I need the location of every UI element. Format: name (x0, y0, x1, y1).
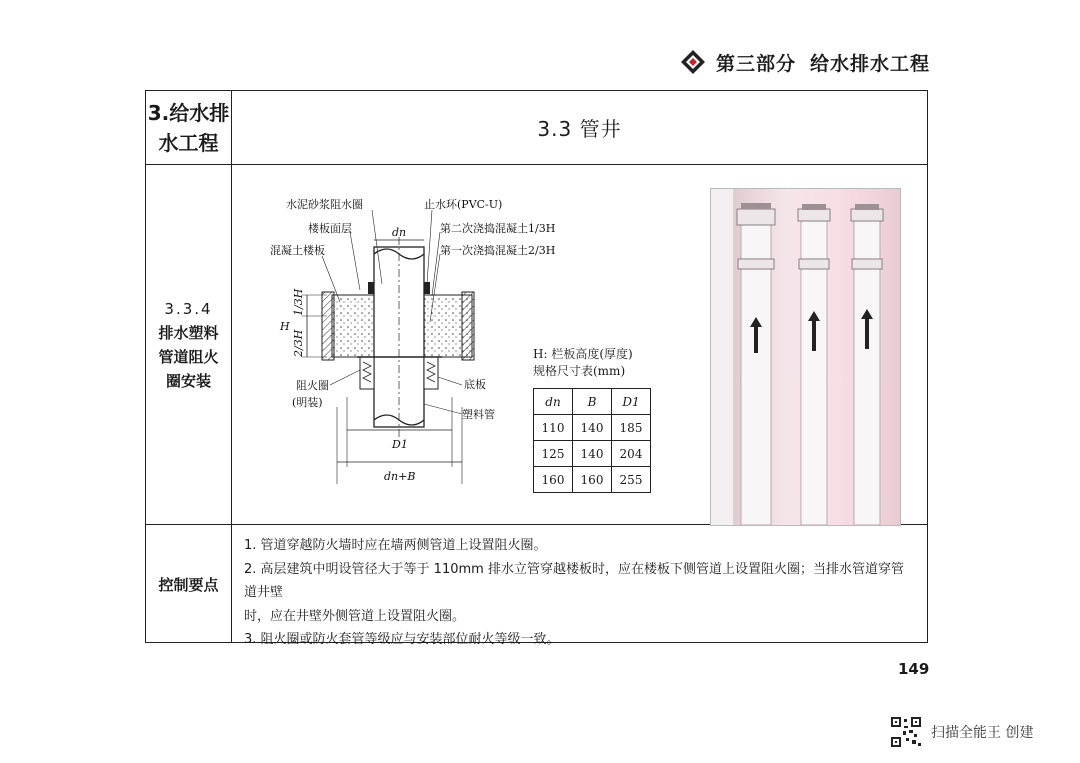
column-divider (231, 91, 232, 642)
control-point-2a: 2. 高层建筑中明设管径大于等于 110mm 排水立管穿越楼板时，应在楼板下侧管道上设置阻火圈；当排水管道穿管道井壁 (244, 561, 904, 600)
table-cell: 185 (612, 415, 651, 441)
header-text (716, 49, 930, 76)
category-line-2: 水工程 (158, 130, 219, 155)
table-cell: 255 (612, 467, 651, 493)
label-mortar-ring: 水泥砂浆阻水圈 (286, 198, 363, 211)
table-row (534, 415, 651, 441)
item-line-2: 管道阻火 (158, 347, 219, 366)
spec-header-b: B (573, 389, 612, 415)
spec-caption-2: 规格尺寸表(mm) (533, 364, 626, 378)
control-points-label: 控制要点 (158, 575, 219, 594)
table-row (534, 441, 651, 467)
label-d1: D1 (392, 438, 408, 451)
control-points-text (244, 534, 914, 652)
label-two-third-h: 2/3H (292, 329, 305, 357)
qr-code-icon (890, 716, 922, 748)
spec-header-row (534, 389, 651, 415)
table-row (534, 467, 651, 493)
label-water-stop: 止水环(PVC-U) (424, 198, 503, 211)
label-plastic-pipe: 塑料管 (462, 408, 495, 421)
category-line-1: 3.给水排 (147, 100, 230, 125)
spec-table (533, 388, 651, 493)
control-point-3: 3. 阻火圈或防火套管等级应与安装部位耐火等级一致。 (244, 632, 560, 647)
label-dn-b: dn+B (384, 470, 416, 483)
page-header (680, 44, 930, 80)
pipe-photo (710, 188, 901, 526)
label-floor-surface: 楼板面层 (308, 222, 352, 235)
spec-block (533, 346, 651, 493)
category-cell (146, 91, 231, 164)
table-cell: 140 (573, 441, 612, 467)
item-line-3: 圈安装 (165, 371, 211, 390)
spec-caption-1: H: 栏板高度(厚度) (533, 347, 633, 361)
header-part: 第三部分 (715, 52, 796, 75)
label-second-pour: 第二次浇捣混凝土1/3H (440, 222, 556, 235)
item-label-cell (146, 165, 231, 524)
control-point-1: 1. 管道穿越防火墙时应在墙两侧管道上设置阻火圈。 (244, 538, 547, 553)
table-cell: 110 (534, 415, 573, 441)
table-cell: 125 (534, 441, 573, 467)
label-fire-collar: 阻火圈 (296, 379, 329, 392)
header-title: 给水排水工程 (809, 52, 930, 75)
spec-header-d1: D1 (612, 389, 651, 415)
pipe-photo-illustration (711, 189, 900, 525)
table-cell: 160 (534, 467, 573, 493)
label-concrete-slab: 混凝土楼板 (270, 244, 325, 257)
logo-icon (680, 49, 706, 75)
label-bottom-plate: 底板 (464, 378, 486, 391)
table-cell: 160 (573, 467, 612, 493)
label-h: H (280, 320, 290, 333)
label-third-h: 1/3H (292, 288, 305, 316)
label-dn: dn (392, 226, 407, 239)
page-number: 149 (898, 660, 930, 678)
row-divider-1 (146, 164, 927, 165)
label-first-pour: 第一次浇捣混凝土2/3H (440, 244, 556, 257)
table-cell: 204 (612, 441, 651, 467)
fire-collar-drawing (262, 192, 562, 497)
watermark-text: 扫描全能王 创建 (931, 725, 1034, 741)
section-title: 3.3 管井 (537, 117, 622, 141)
item-line-1: 排水塑料 (158, 323, 219, 342)
label-exposed: (明装) (292, 396, 323, 409)
control-point-2b: 时，应在井壁外侧管道上设置阻火圈。 (244, 608, 466, 624)
item-number: 3.3.4 (164, 299, 213, 318)
spec-header-dn: dn (534, 389, 573, 415)
table-cell: 140 (573, 415, 612, 441)
